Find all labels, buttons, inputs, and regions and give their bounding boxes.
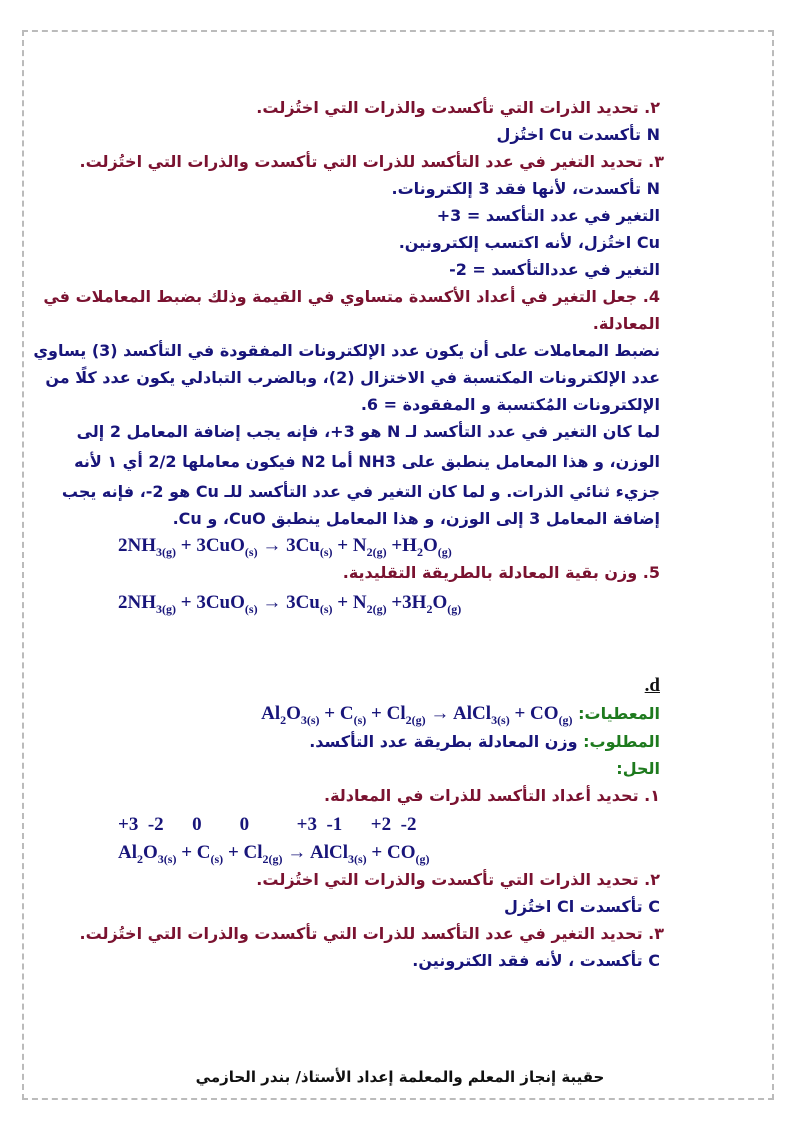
paragraph-line-3: الإلكترونات المُكتسبة و المفقودة = 6. bbox=[360, 395, 660, 414]
cu-reduced-line: Cu اختُزل، لأنه اكتسب إلكترونين. bbox=[398, 233, 660, 252]
step-5-heading: 5. وزن بقية المعادلة بالطريقة التقليدية. bbox=[342, 563, 660, 582]
footer-credit: حقيبة إنجاز المعلم والمعلمة إعداد الأستاذ/ بندر الحازمي bbox=[195, 1068, 605, 1086]
oxidized-reduced-line: N تأكسدت Cu اختُزل bbox=[496, 125, 660, 144]
required-line bbox=[309, 732, 660, 751]
step-4-heading-cont: المعادلة. bbox=[592, 314, 660, 333]
paragraph-line-1: نضبط المعاملات على أن يكون عدد الإلكترونات المفقودة في التأكسد (3) يساوي bbox=[33, 341, 660, 360]
givens-line bbox=[261, 703, 660, 728]
n-oxidized-line: N تأكسدت، لأنها فقد 3 إلكترونات. bbox=[391, 179, 660, 198]
equation-2: $2NH_{3(g)} + 3CuO_{(s)} \to 3Cu_{(s)} + N_{2(g)} +3H_2O_{(g)}$ bbox=[118, 592, 462, 616]
paragraph-line-7: إضافة المعامل 3 إلى الوزن، و هذا المعامل ينطبق CuO، و Cu. bbox=[172, 509, 660, 528]
step-3-heading-d: ٣. تحديد التغير في عدد التأكسد للذرات التي تأكسدت والذرات التي اختُزلت. bbox=[79, 924, 664, 943]
givens-label: المعطيات: bbox=[578, 704, 660, 723]
equation-1: $2NH_{3(g)} + 3CuO_{(s)} \to 3Cu_{(s)} + N_{2(g)} +H_2O_{(g)}$ bbox=[118, 535, 452, 559]
step-2-heading: ٢. تحديد الذرات التي تأكسدت والذرات التي اختُزلت. bbox=[256, 98, 660, 117]
step-3-heading: ٣. تحديد التغير في عدد التأكسد للذرات التي تأكسدت والذرات التي اختُزلت. bbox=[79, 152, 664, 171]
step-2-heading-d: ٢. تحديد الذرات التي تأكسدت والذرات التي اختُزلت. bbox=[256, 870, 660, 889]
c-oxidized-line: C تأكسدت ، لأنه فقد الكترونين. bbox=[412, 951, 660, 970]
paragraph-line-4: لما كان التغير في عدد التأكسد لـ N هو 3+، فإنه يجب إضافة المعامل 2 إلى bbox=[76, 422, 660, 441]
cu-change-line: التغير في عددالتأكسد = 2- bbox=[449, 260, 660, 279]
step-4-heading: 4. جعل التغير في أعداد الأكسدة متساوي في القيمة وذلك بضبط المعاملات في bbox=[43, 287, 660, 306]
part-d-label: .d bbox=[644, 675, 660, 696]
c-cl-line: C تأكسدت Cl اختُزل bbox=[504, 897, 660, 916]
equation-3: $Al_2O_{3(s)} + C_{(s)} + Cl_{2(g)}$ → AlCl$_{3(s)}$ + $CO_{(g)}$ bbox=[261, 703, 573, 727]
solution-label: الحل: bbox=[616, 759, 660, 778]
required-text: وزن المعادلة بطريقة عدد التأكسد. bbox=[309, 732, 578, 751]
required-label: المطلوب: bbox=[583, 732, 660, 751]
paragraph-line-2: عدد الإلكترونات المكتسبة في الاختزال (2)، وبالضرب التبادلي يكون عدد كلًا من bbox=[45, 368, 660, 387]
step-1-heading-d: ١. تحديد أعداد التأكسد للذرات في المعادلة. bbox=[324, 786, 660, 805]
equation-4: $Al_2O_{3(s)} + C_{(s)} + Cl_{2(g)}$ → AlCl$_{3(s)}$ + $CO_{(g)}$ bbox=[118, 842, 430, 866]
n-change-line: التغير في عدد التأكسد = 3+ bbox=[436, 206, 660, 225]
oxidation-numbers: +3 -2 0 0 +3 -1 +2 -2 bbox=[118, 814, 417, 835]
paragraph-line-6: جزيء ثنائي الذرات. و لما كان التغير في عدد التأكسد للـ Cu هو 2-، فإنه يجب bbox=[61, 482, 660, 501]
paragraph-line-5: الوزن، و هذا المعامل ينطبق على NH3 أما N2 فيكون معاملها 2/2 أي ١ لأنه bbox=[74, 452, 660, 471]
